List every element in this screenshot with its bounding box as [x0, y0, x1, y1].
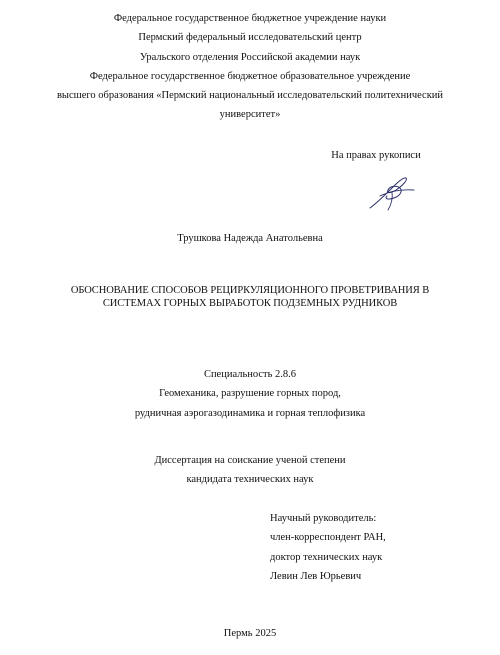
specialty-code: Специальность 2.8.6 — [203, 369, 297, 380]
institution-header — [0, 9, 500, 125]
institution-line-2: Пермский федеральный исследовательский центр — [138, 32, 362, 44]
specialty-block — [0, 365, 500, 423]
title-line-2: СИСТЕМАХ ГОРНЫХ ВЫРАБОТОК ПОДЗЕМНЫХ РУДНИКОВ — [102, 298, 398, 309]
degree-block — [0, 451, 500, 490]
supervisor-rank: член-корреспондент РАН, — [270, 532, 386, 544]
supervisor-name: Левин Лев Юрьевич — [270, 570, 362, 582]
degree-line-2: кандидата технических наук — [186, 474, 314, 486]
specialty-name-line-2: рудничная аэрогазодинамика и горная теплофизика — [134, 407, 366, 419]
supervisor-label: Научный руководитель: — [270, 513, 377, 524]
specialty-name-line-1: Геомеханика, разрушение горных пород, — [159, 388, 341, 400]
supervisor-degree: доктор технических наук — [270, 551, 383, 563]
handwritten-signature — [366, 172, 418, 214]
institution-line-3: Уральского отделения Российской академии наук — [139, 51, 361, 63]
dissertation-title — [0, 284, 500, 310]
degree-line-1: Диссертация на соискание ученой степени — [154, 455, 346, 466]
institution-line-6: университет» — [219, 109, 281, 121]
title-line-1: ОБОСНОВАНИЕ СПОСОБОВ РЕЦИРКУЛЯЦИОННОГО ПРОВЕТРИВАНИЯ В — [70, 285, 430, 296]
institution-line-1: Федеральное государственное бюджетное учреждение науки — [113, 13, 387, 24]
manuscript-note: На правах рукописи — [331, 150, 421, 161]
supervisor-block — [270, 509, 386, 586]
institution-line-4: Федеральное государственное бюджетное образовательное учреждение — [89, 70, 411, 82]
author-name: Трушкова Надежда Анатольевна — [177, 233, 323, 244]
city-year: Пермь 2025 — [223, 628, 277, 639]
institution-line-5: высшего образования «Пермский национальный исследовательский политехнический — [56, 90, 444, 102]
